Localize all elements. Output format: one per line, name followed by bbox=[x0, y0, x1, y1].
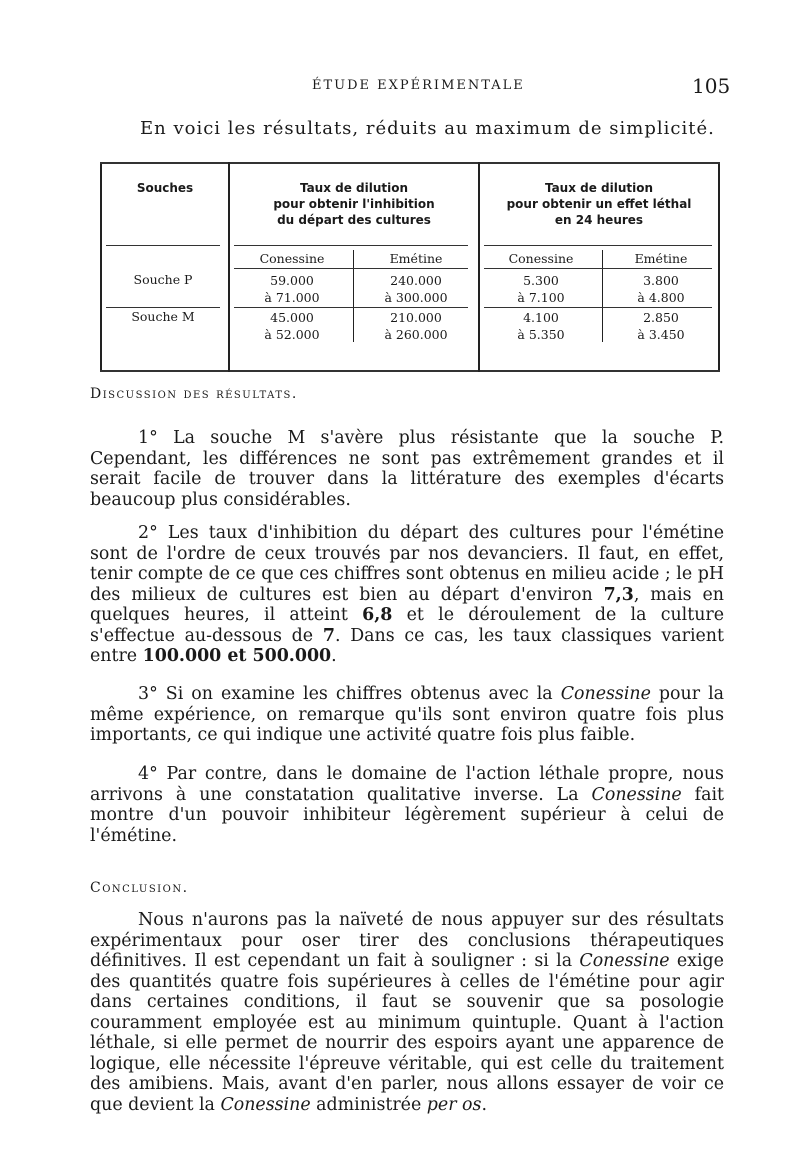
paragraph-text: pour la même expérience, on remarque qu'ils sont environ quatre fois plus importants, ce qui indique une activité quatre fois plus faible. bbox=[90, 684, 724, 745]
paragraph-text: . bbox=[331, 646, 337, 666]
row-label-souche-m: Souche M bbox=[131, 309, 195, 324]
subheader: Conessine bbox=[259, 251, 325, 266]
cell-line: 59.000 bbox=[270, 273, 314, 288]
cell-line: 5.300 bbox=[523, 273, 559, 288]
header-line: du départ des cultures bbox=[277, 213, 431, 227]
header-line: Taux de dilution bbox=[544, 181, 654, 195]
discussion-paragraph-4 bbox=[90, 764, 724, 846]
paragraph-text: exige des quantités quatre fois supérieures à celles de l'émétine pour agir dans certaines conditions, il faut se souvenir que sa posologie couramment employée est au minimum quintuple. Quant à l'action léthale, si elle permet de nourrir des espoirs ayant une apparence de logique, elle nécessite l'épreuve véritable, qui est celle du traitement des amibiens. Mais, avant d'en parler, nous allons essayer de voir ce que devient la bbox=[90, 951, 724, 1115]
running-title: ÉTUDE EXPÉRIMENTALE bbox=[312, 78, 525, 93]
header-line: pour obtenir un effet léthal bbox=[506, 197, 692, 211]
results-table bbox=[100, 162, 720, 372]
cell-line: à 5.350 bbox=[517, 327, 565, 342]
paragraph-text: 4° Par contre, dans le domaine de l'action léthale propre, nous arrivons à une constatation qualitative inverse. La bbox=[90, 764, 724, 805]
subheader: Emétine bbox=[389, 251, 443, 266]
discussion-paragraph-3 bbox=[90, 684, 724, 746]
paragraph-text: 2° Les taux d'inhibition du départ des cultures pour l'émétine sont de l'ordre de ceux trouvés par nos devanciers. Il faut, en effet, tenir compte de ce que ces chiffres sont obtenus en milieu acide ; le pH des milieux de cultures est bien au départ d'environ bbox=[90, 523, 724, 605]
table-cell bbox=[358, 309, 474, 343]
paragraph-text: Nous n'aurons pas la naïveté de nous appuyer sur des résultats expérimentaux pour oser tirer des conclusions thérapeutiques définitives. Il est cependant un fait à souligner : si la bbox=[90, 910, 724, 971]
ph-value: 7 bbox=[322, 625, 335, 646]
cell-line: à 71.000 bbox=[264, 290, 320, 305]
rule bbox=[234, 268, 468, 269]
cell-line: 3.800 bbox=[643, 273, 679, 288]
subcolumn-separator bbox=[353, 250, 354, 342]
intro-sentence: En voici les résultats, réduits au maximum de simplicité. bbox=[140, 118, 715, 139]
header-inhibition bbox=[234, 180, 474, 228]
rule bbox=[106, 307, 220, 308]
header-line: en 24 heures bbox=[554, 213, 644, 227]
cell-line: à 52.000 bbox=[264, 327, 320, 342]
conclusion-paragraph bbox=[90, 910, 724, 1115]
table-cell bbox=[358, 272, 474, 306]
paragraph-text: , mais en quelques heures, il atteint bbox=[90, 584, 724, 625]
table-cell bbox=[234, 309, 350, 343]
discussion-paragraph-2 bbox=[90, 523, 724, 667]
header-line: Taux de dilution bbox=[299, 181, 409, 195]
paragraph-text: 1° La souche M s'avère plus résistante que la souche P. Cependant, les différences ne sont pas extrêmement grandes et il serait facile de trouver dans la littérature des exemples d'écarts beaucoup plus considérables. bbox=[90, 428, 724, 510]
row-label-souche-p: Souche P bbox=[133, 272, 193, 287]
table-top-border bbox=[100, 162, 720, 164]
cell-line: 240.000 bbox=[390, 273, 442, 288]
ph-value: 7,3 bbox=[603, 584, 634, 605]
rate-range: 100.000 et 500.000 bbox=[142, 646, 332, 666]
paragraph-text: fait montre d'un pouvoir inhibiteur légèrement supérieur à celui de l'émétine. bbox=[90, 784, 725, 846]
rule bbox=[484, 245, 712, 246]
rule bbox=[484, 307, 712, 308]
header-line: pour obtenir l'inhibition bbox=[273, 197, 435, 211]
cell-line: à 7.100 bbox=[517, 290, 565, 305]
paragraph-text: . Dans ce cas, les taux classiques varient entre bbox=[90, 625, 724, 666]
table-left-border bbox=[100, 162, 102, 372]
latin-term: per os bbox=[426, 1094, 482, 1115]
header-souches: Souches bbox=[136, 181, 194, 195]
subheader: Emétine bbox=[634, 251, 688, 266]
header-lethal bbox=[484, 180, 714, 228]
column-separator bbox=[228, 162, 230, 372]
subheader: Conessine bbox=[508, 251, 574, 266]
cell-line: à 3.450 bbox=[637, 327, 685, 342]
discussion-paragraph-1 bbox=[90, 428, 724, 510]
table-cell bbox=[484, 309, 598, 343]
cell-line: 45.000 bbox=[270, 310, 314, 325]
rule bbox=[484, 268, 712, 269]
cell-line: à 300.000 bbox=[384, 290, 448, 305]
drug-name: Conessine bbox=[560, 684, 651, 704]
table-cell bbox=[234, 272, 350, 306]
discussion-heading: Discussion des résultats. bbox=[90, 386, 298, 402]
table-right-border bbox=[718, 162, 720, 372]
rule bbox=[106, 245, 220, 246]
drug-name: Conessine bbox=[591, 784, 682, 805]
table-cell bbox=[606, 309, 716, 343]
cell-line: à 260.000 bbox=[384, 327, 448, 342]
rule bbox=[234, 245, 468, 246]
cell-line: à 4.800 bbox=[637, 290, 685, 305]
table-cell bbox=[484, 272, 598, 306]
paragraph-text: et le déroulement de la culture s'effectue au-dessous de bbox=[90, 605, 725, 646]
conclusion-heading: Conclusion. bbox=[90, 880, 189, 896]
page-number: 105 bbox=[692, 74, 731, 98]
paragraph-text: . bbox=[481, 1094, 487, 1115]
ph-value: 6,8 bbox=[362, 605, 393, 625]
table-bottom-border bbox=[100, 370, 720, 372]
cell-line: 4.100 bbox=[523, 310, 559, 325]
table-cell bbox=[606, 272, 716, 306]
column-separator bbox=[478, 162, 480, 372]
paragraph-text: 3° Si on examine les chiffres obtenus avec la bbox=[138, 684, 561, 704]
subcolumn-separator bbox=[602, 250, 603, 342]
rule bbox=[234, 307, 468, 308]
drug-name: Conessine bbox=[579, 951, 670, 971]
cell-line: 210.000 bbox=[390, 310, 442, 325]
drug-name: Conessine bbox=[220, 1094, 311, 1115]
cell-line: 2.850 bbox=[643, 310, 679, 325]
paragraph-text: administrée bbox=[310, 1094, 427, 1115]
